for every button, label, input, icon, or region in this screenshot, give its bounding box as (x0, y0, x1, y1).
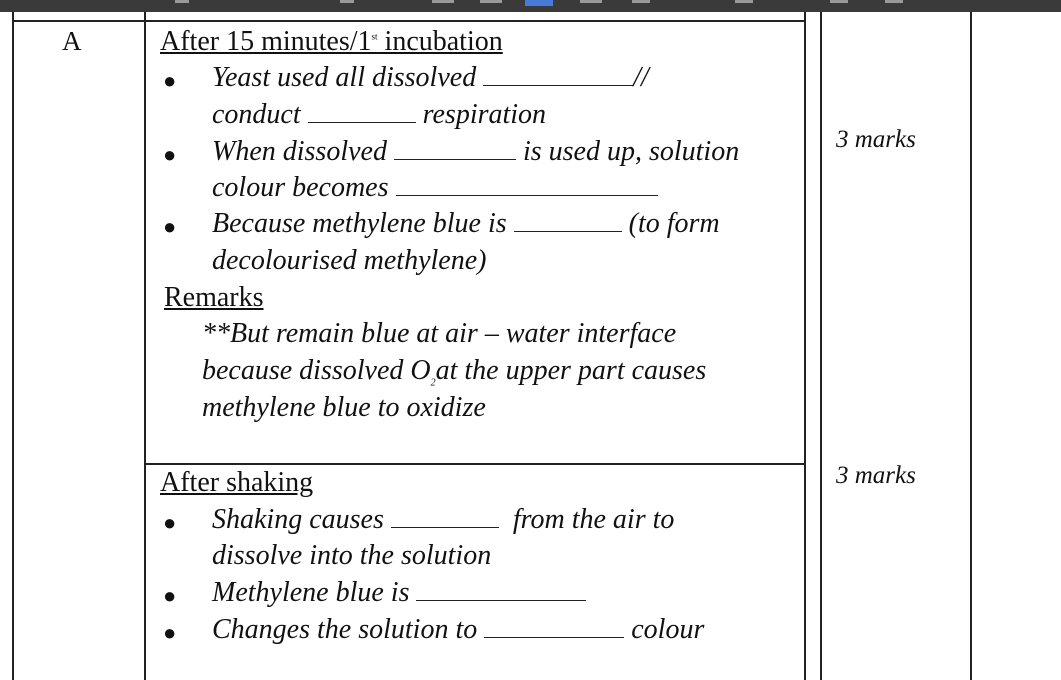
answer-line (212, 172, 658, 204)
line-text: Yeast used all dissolved (212, 62, 477, 93)
answer-line (212, 62, 649, 94)
table-border-col1 (144, 12, 146, 680)
line-text: colour (631, 614, 705, 645)
section-heading-incubation (160, 26, 503, 58)
marks-label: 3 marks (836, 462, 916, 489)
toolbar-button[interactable] (580, 0, 602, 3)
table-border-col4 (970, 12, 972, 680)
line-text: Changes the solution to (212, 614, 478, 645)
remarks-line: methylene blue to oxidize (202, 392, 486, 423)
toolbar-button[interactable] (480, 0, 502, 3)
line-text: When dissolved (212, 136, 387, 167)
answer-blank[interactable] (394, 139, 516, 160)
answer-blank[interactable] (416, 580, 586, 601)
bullet-icon: ● (163, 620, 177, 645)
heading-superscript: st (371, 31, 378, 42)
answer-line (212, 99, 546, 131)
line-text: is used up, solution (522, 136, 740, 167)
line-text: because dissolved O (202, 355, 431, 386)
answer-line (212, 208, 720, 240)
bullet-icon: ● (163, 142, 177, 167)
line-text: respiration (422, 99, 547, 130)
toolbar-button[interactable] (885, 0, 903, 3)
section-heading-shaking: After shaking (160, 467, 314, 498)
table-row-divider (144, 463, 805, 465)
subscript: 2 (430, 377, 436, 389)
answer-line (212, 614, 704, 646)
bullet-icon: ● (163, 583, 177, 608)
answer-blank[interactable] (483, 65, 633, 86)
heading-text-end: incubation (377, 26, 503, 57)
line-text: dissolve into the solution (212, 540, 492, 571)
toolbar-button[interactable] (175, 0, 189, 3)
line-text: colour becomes (212, 172, 389, 203)
answer-blank[interactable] (484, 617, 624, 638)
answer-line (212, 504, 674, 536)
line-text: (to form (628, 208, 720, 239)
answer-blank[interactable] (391, 507, 499, 528)
toolbar-button[interactable] (632, 0, 650, 3)
table-border-col2 (804, 12, 806, 680)
toolbar-button[interactable] (735, 0, 753, 3)
line-text: Because methylene blue is (212, 208, 507, 239)
bullet-icon: ● (163, 214, 177, 239)
line-text: decolourised methylene) (212, 245, 487, 276)
table-border-top (12, 20, 805, 22)
table-border-left (12, 12, 14, 680)
line-text: Shaking causes (212, 504, 384, 535)
remarks-heading: Remarks (164, 282, 264, 313)
toolbar-button[interactable] (830, 0, 848, 3)
answer-blank[interactable] (514, 211, 622, 232)
toolbar-button[interactable] (340, 0, 354, 3)
answer-line (212, 540, 491, 572)
bullet-icon: ● (163, 510, 177, 535)
toolbar-button[interactable] (432, 0, 454, 3)
answer-line (212, 577, 586, 609)
toolbar-button-active[interactable] (525, 0, 553, 6)
line-text: at the upper part causes (435, 355, 707, 386)
line-text: Methylene blue is (212, 577, 410, 608)
answer-line (212, 245, 486, 277)
heading-text: After 15 minutes/1 (160, 26, 372, 57)
table-border-col3 (820, 12, 822, 680)
line-text: conduct (212, 99, 301, 130)
answer-line (212, 136, 739, 168)
answer-blank[interactable] (308, 102, 416, 123)
remarks-line: **But remain blue at air – water interface (202, 318, 677, 349)
line-text: from the air to (512, 504, 675, 535)
remarks-line (202, 355, 706, 389)
bullet-icon: ● (163, 68, 177, 93)
marks-label: 3 marks (836, 126, 916, 153)
line-text: // (633, 62, 649, 93)
row-label: A (62, 26, 82, 56)
toolbar (0, 0, 1061, 12)
answer-blank[interactable] (396, 175, 658, 196)
